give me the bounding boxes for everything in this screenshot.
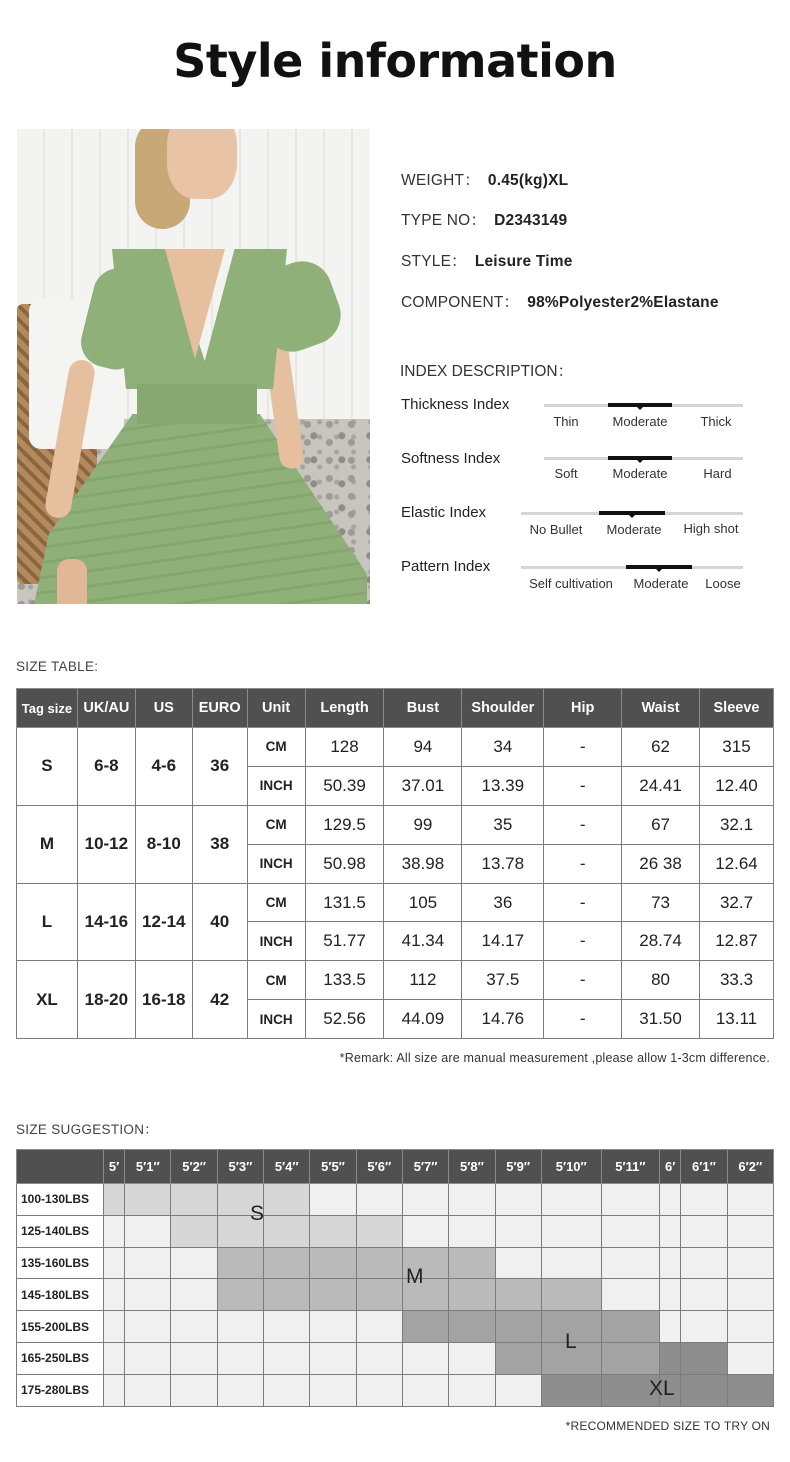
height-header: 6′1″: [681, 1150, 727, 1184]
suggestion-cell: [681, 1184, 727, 1216]
measure-cell: 32.1: [699, 805, 773, 844]
col-header: Waist: [622, 689, 700, 728]
suggestion-cell: [171, 1279, 217, 1311]
measure-cell: 41.34: [384, 922, 462, 961]
suggestion-cell: [495, 1342, 541, 1374]
suggestion-cell: [104, 1311, 125, 1343]
suggestion-cell: [125, 1374, 171, 1406]
size-us-cell: 16-18: [135, 961, 192, 1039]
measure-cell: 80: [622, 961, 700, 1000]
suggestion-cell: [264, 1374, 310, 1406]
measure-cell: 128: [305, 728, 384, 767]
suggestion-cell: [660, 1215, 681, 1247]
suggestion-cell: [449, 1311, 495, 1343]
suggestion-row: [17, 1247, 774, 1279]
col-header: Sleeve: [699, 689, 773, 728]
weight-label: 100-130LBS: [17, 1184, 104, 1216]
suggestion-cell: [264, 1215, 310, 1247]
unit-cell: CM: [247, 805, 305, 844]
col-header: US: [135, 689, 192, 728]
suggestion-cell: [171, 1342, 217, 1374]
height-header: 5′5″: [310, 1150, 356, 1184]
suggestion-cell: [125, 1279, 171, 1311]
suggestion-cell: [727, 1342, 773, 1374]
size-tag-cell: S: [17, 728, 78, 806]
size-uk-cell: 18-20: [77, 961, 135, 1039]
suggestion-cell: [660, 1279, 681, 1311]
suggestion-cell: [681, 1215, 727, 1247]
size-suggestion-label: SIZE SUGGESTION：: [16, 1122, 159, 1137]
suggestion-cell: [601, 1311, 659, 1343]
pattern-mid-label: Moderate: [633, 576, 689, 591]
weight-label: 155-200LBS: [17, 1311, 104, 1343]
suggestion-cell: [125, 1215, 171, 1247]
pattern-index-label: Pattern Index: [401, 558, 491, 575]
suggestion-cell: [125, 1184, 171, 1216]
suggestion-cell: [104, 1215, 125, 1247]
measure-cell: 50.39: [305, 766, 384, 805]
suggestion-row: [17, 1311, 774, 1343]
suggestion-cell: [264, 1184, 310, 1216]
suggestion-row: [17, 1215, 774, 1247]
suggestion-cell: [171, 1215, 217, 1247]
measure-cell: 112: [384, 961, 462, 1000]
suggestion-cell: [541, 1279, 601, 1311]
unit-cell: CM: [247, 961, 305, 1000]
suggestion-cell: [356, 1247, 402, 1279]
weight-label: 175-280LBS: [17, 1374, 104, 1406]
measure-cell: 62: [622, 728, 700, 767]
suggestion-cell: [125, 1247, 171, 1279]
measure-cell: 131.5: [305, 883, 384, 922]
suggestion-cell: [310, 1184, 356, 1216]
elastic-mid-label: Moderate: [606, 522, 662, 537]
elastic-index-bar: [521, 512, 743, 515]
suggestion-cell: [681, 1342, 727, 1374]
col-header: EURO: [192, 689, 247, 728]
size-uk-cell: 14-16: [77, 883, 135, 961]
suggestion-cell: [125, 1311, 171, 1343]
suggestion-cell: [495, 1374, 541, 1406]
size-table-header: [17, 689, 774, 728]
col-header: Length: [305, 689, 384, 728]
elastic-right-label: High shot: [683, 521, 739, 536]
pattern-index-bar: [521, 566, 743, 569]
corner-cell: [17, 1150, 104, 1184]
suggestion-cell: [217, 1247, 263, 1279]
size-uk-cell: 6-8: [77, 728, 135, 806]
suggestion-cell: [264, 1279, 310, 1311]
height-header: 5′8″: [449, 1150, 495, 1184]
size-us-cell: 4-6: [135, 728, 192, 806]
height-header: 5′1″: [125, 1150, 171, 1184]
elastic-index-label: Elastic Index: [401, 504, 487, 521]
suggestion-cell: [727, 1215, 773, 1247]
suggestion-cell: [727, 1374, 773, 1406]
measure-cell: 12.64: [699, 844, 773, 883]
weight-label: 145-180LBS: [17, 1279, 104, 1311]
softness-index-label: Softness Index: [401, 450, 501, 467]
measure-cell: 105: [384, 883, 462, 922]
unit-cell: INCH: [247, 1000, 305, 1039]
recommend-note: *RECOMMENDED SIZE TO TRY ON: [565, 1419, 770, 1433]
measure-cell: 44.09: [384, 1000, 462, 1039]
style-row: STYLE： Leisure Time: [401, 253, 573, 270]
suggestion-cell: [104, 1279, 125, 1311]
measure-cell: 50.98: [305, 844, 384, 883]
zone-label-m: M: [406, 1265, 424, 1288]
measure-cell: 13.39: [462, 766, 544, 805]
measure-cell: 32.7: [699, 883, 773, 922]
suggestion-cell: [495, 1184, 541, 1216]
weight-label: 125-140LBS: [17, 1215, 104, 1247]
thickness-right-label: Thick: [700, 414, 732, 429]
measure-cell: 73: [622, 883, 700, 922]
zone-label-s: S: [250, 1202, 265, 1225]
suggestion-cell: [310, 1311, 356, 1343]
size-uk-cell: 10-12: [77, 805, 135, 883]
product-photo: [17, 129, 370, 604]
suggestion-cell: [356, 1215, 402, 1247]
size-euro-cell: 38: [192, 805, 247, 883]
suggestion-cell: [601, 1184, 659, 1216]
unit-cell: CM: [247, 883, 305, 922]
measure-cell: 24.41: [622, 766, 700, 805]
table-row: [17, 728, 774, 767]
suggestion-cell: [495, 1311, 541, 1343]
measure-cell: 12.87: [699, 922, 773, 961]
measure-cell: 67: [622, 805, 700, 844]
suggestion-cell: [104, 1374, 125, 1406]
suggestion-cell: [402, 1374, 448, 1406]
thickness-left-label: Thin: [553, 414, 579, 429]
measure-cell: 315: [699, 728, 773, 767]
suggestion-cell: [356, 1279, 402, 1311]
suggestion-cell: [495, 1279, 541, 1311]
type-row: TYPE NO： D2343149: [401, 212, 568, 229]
suggestion-cell: [356, 1184, 402, 1216]
col-header: UK/AU: [77, 689, 135, 728]
index-description-title: INDEX DESCRIPTION：: [400, 363, 574, 380]
elastic-left-label: No Bullet: [529, 522, 583, 537]
size-tag-cell: M: [17, 805, 78, 883]
unit-cell: INCH: [247, 922, 305, 961]
suggestion-cell: [681, 1311, 727, 1343]
height-header: 5′6″: [356, 1150, 402, 1184]
component-row: COMPONENT： 98%Polyester2%Elastane: [401, 294, 719, 311]
suggestion-cell: [449, 1342, 495, 1374]
height-header: 5′11″: [601, 1150, 659, 1184]
suggestion-cell: [217, 1279, 263, 1311]
col-header: Unit: [247, 689, 305, 728]
pattern-left-label: Self cultivation: [529, 576, 613, 591]
suggestion-cell: [310, 1342, 356, 1374]
suggestion-cell: [541, 1374, 601, 1406]
suggestion-cell: [310, 1374, 356, 1406]
suggestion-cell: [217, 1374, 263, 1406]
suggestion-cell: [681, 1247, 727, 1279]
suggestion-cell: [104, 1247, 125, 1279]
suggestion-row: [17, 1279, 774, 1311]
pattern-right-label: Loose: [705, 576, 741, 591]
measure-cell: -: [544, 961, 622, 1000]
suggestion-cell: [171, 1184, 217, 1216]
suggestion-cell: [171, 1247, 217, 1279]
measure-cell: 31.50: [622, 1000, 700, 1039]
col-header: Tag size: [17, 689, 78, 728]
weight-label: 165-250LBS: [17, 1342, 104, 1374]
thickness-index-bar: [544, 404, 743, 407]
measure-cell: 35: [462, 805, 544, 844]
measure-cell: 129.5: [305, 805, 384, 844]
suggestion-row: [17, 1184, 774, 1216]
height-header: 5′4″: [264, 1150, 310, 1184]
suggestion-cell: [104, 1342, 125, 1374]
measure-cell: 94: [384, 728, 462, 767]
suggestion-cell: [310, 1279, 356, 1311]
size-euro-cell: 40: [192, 883, 247, 961]
height-header: 5′3″: [217, 1150, 263, 1184]
weight-row: WEIGHT： 0.45(kg)XL: [401, 172, 569, 189]
suggestion-cell: [449, 1184, 495, 1216]
height-header: 6′2″: [727, 1150, 773, 1184]
size-euro-cell: 42: [192, 961, 247, 1039]
measure-cell: 38.98: [384, 844, 462, 883]
zone-label-xl: XL: [649, 1377, 675, 1400]
suggestion-cell: [601, 1342, 659, 1374]
thickness-index-label: Thickness Index: [401, 396, 510, 413]
suggestion-cell: [125, 1342, 171, 1374]
suggestion-cell: [449, 1374, 495, 1406]
suggestion-cell: [264, 1342, 310, 1374]
measure-cell: -: [544, 728, 622, 767]
size-tag-cell: XL: [17, 961, 78, 1039]
measure-cell: 52.56: [305, 1000, 384, 1039]
softness-index-bar: [544, 457, 743, 460]
suggestion-cell: [449, 1247, 495, 1279]
suggestion-cell: [310, 1247, 356, 1279]
measure-cell: 14.76: [462, 1000, 544, 1039]
size-us-cell: 8-10: [135, 805, 192, 883]
measure-cell: 37.5: [462, 961, 544, 1000]
height-header: 5′2″: [171, 1150, 217, 1184]
suggestion-header: [17, 1150, 774, 1184]
measure-cell: -: [544, 922, 622, 961]
measure-cell: 12.40: [699, 766, 773, 805]
suggestion-cell: [264, 1311, 310, 1343]
thickness-mid-label: Moderate: [612, 414, 668, 429]
col-header: Hip: [544, 689, 622, 728]
suggestion-cell: [495, 1247, 541, 1279]
measure-cell: 37.01: [384, 766, 462, 805]
measure-cell: 36: [462, 883, 544, 922]
measure-cell: -: [544, 766, 622, 805]
size-euro-cell: 36: [192, 728, 247, 806]
table-row: [17, 883, 774, 922]
col-header: Bust: [384, 689, 462, 728]
measure-cell: 13.11: [699, 1000, 773, 1039]
suggestion-cell: [660, 1311, 681, 1343]
suggestion-cell: [541, 1184, 601, 1216]
height-header: 5′7″: [402, 1150, 448, 1184]
suggestion-cell: [402, 1311, 448, 1343]
measure-cell: 133.5: [305, 961, 384, 1000]
measure-cell: 34: [462, 728, 544, 767]
zone-label-l: L: [565, 1330, 577, 1353]
suggestion-cell: [541, 1215, 601, 1247]
suggestion-cell: [681, 1279, 727, 1311]
softness-right-label: Hard: [703, 466, 732, 481]
measure-cell: -: [544, 805, 622, 844]
softness-mid-label: Moderate: [612, 466, 668, 481]
suggestion-cell: [541, 1247, 601, 1279]
suggestion-cell: [727, 1184, 773, 1216]
suggestion-cell: [356, 1374, 402, 1406]
measure-cell: -: [544, 1000, 622, 1039]
suggestion-cell: [402, 1215, 448, 1247]
measure-cell: 14.17: [462, 922, 544, 961]
suggestion-cell: [217, 1342, 263, 1374]
table-row: [17, 805, 774, 844]
suggestion-cell: [171, 1374, 217, 1406]
suggestion-cell: [104, 1184, 125, 1216]
remark-text: *Remark: All size are manual measurement ,please allow 1-3cm difference.: [339, 1051, 770, 1065]
suggestion-cell: [264, 1247, 310, 1279]
measure-cell: -: [544, 883, 622, 922]
suggestion-cell: [495, 1215, 541, 1247]
softness-left-label: Soft: [554, 466, 578, 481]
measure-cell: 28.74: [622, 922, 700, 961]
col-header: Shoulder: [462, 689, 544, 728]
suggestion-cell: [601, 1215, 659, 1247]
unit-cell: INCH: [247, 766, 305, 805]
unit-cell: CM: [247, 728, 305, 767]
suggestion-cell: [727, 1247, 773, 1279]
suggestion-cell: [310, 1215, 356, 1247]
suggestion-cell: [660, 1342, 681, 1374]
suggestion-cell: [356, 1311, 402, 1343]
height-header: 6′: [660, 1150, 681, 1184]
suggestion-cell: [402, 1184, 448, 1216]
suggestion-cell: [660, 1184, 681, 1216]
suggestion-cell: [217, 1311, 263, 1343]
unit-cell: INCH: [247, 844, 305, 883]
size-table: [16, 688, 774, 1039]
size-tag-cell: L: [17, 883, 78, 961]
weight-label: 135-160LBS: [17, 1247, 104, 1279]
table-row: [17, 961, 774, 1000]
suggestion-cell: [727, 1279, 773, 1311]
suggestion-cell: [727, 1311, 773, 1343]
size-suggestion-grid: [16, 1149, 774, 1407]
suggestion-cell: [601, 1247, 659, 1279]
height-header: 5′10″: [541, 1150, 601, 1184]
size-us-cell: 12-14: [135, 883, 192, 961]
measure-cell: -: [544, 844, 622, 883]
suggestion-cell: [601, 1279, 659, 1311]
measure-cell: 26 38: [622, 844, 700, 883]
page-title: Style information: [173, 34, 617, 88]
suggestion-row: [17, 1342, 774, 1374]
measure-cell: 13.78: [462, 844, 544, 883]
suggestion-cell: [171, 1311, 217, 1343]
measure-cell: 51.77: [305, 922, 384, 961]
suggestion-cell: [356, 1342, 402, 1374]
suggestion-cell: [449, 1279, 495, 1311]
suggestion-cell: [681, 1374, 727, 1406]
suggestion-cell: [660, 1247, 681, 1279]
measure-cell: 33.3: [699, 961, 773, 1000]
height-header: 5′9″: [495, 1150, 541, 1184]
height-header: 5′: [104, 1150, 125, 1184]
size-table-label: SIZE TABLE:: [16, 659, 99, 674]
suggestion-cell: [402, 1342, 448, 1374]
suggestion-cell: [449, 1215, 495, 1247]
measure-cell: 99: [384, 805, 462, 844]
